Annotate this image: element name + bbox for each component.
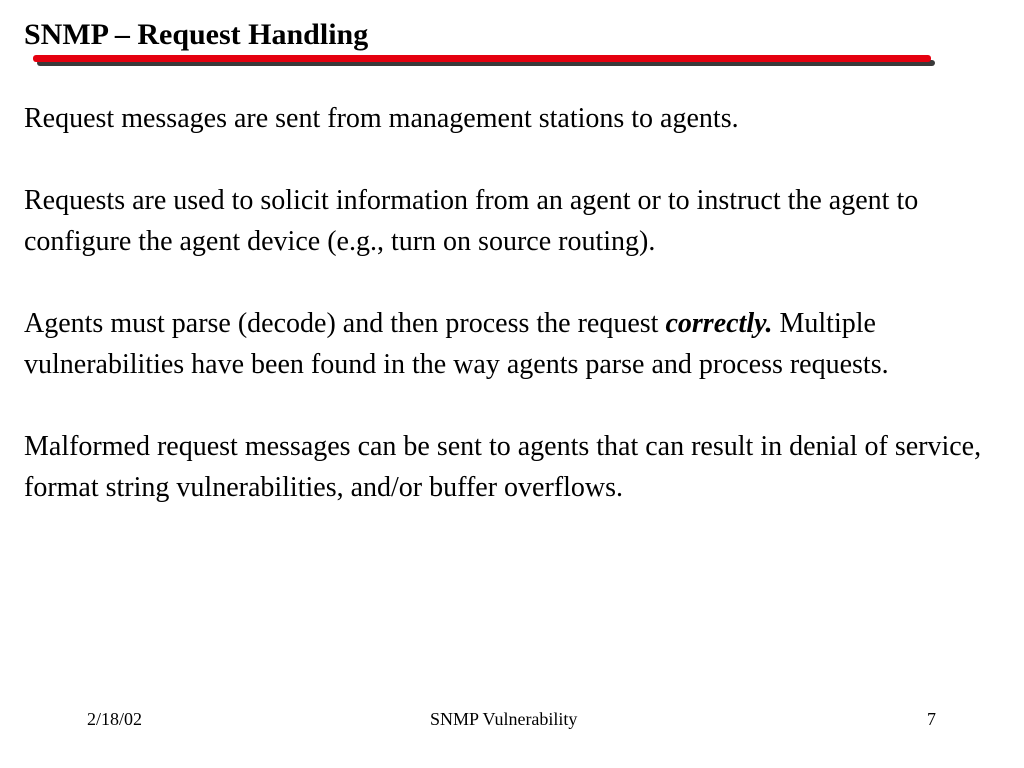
emphasis-correctly: correctly.: [665, 308, 773, 339]
paragraph-agents-parse-lead: Agents must parse (decode) and then process the request: [24, 308, 666, 339]
slide-body: [24, 98, 1009, 549]
paragraph-requests-purpose: Requests are used to solicit information from an agent or to instruct the agent to configure the agent device (e.g., turn on source routing).: [24, 185, 919, 257]
footer-page-number: 7: [927, 709, 936, 729]
paragraph-agents-parse: [24, 303, 1009, 385]
footer-title: SNMP Vulnerability: [430, 709, 578, 729]
slide-title: SNMP – Request Handling: [24, 18, 369, 51]
footer-date: 2/18/02: [87, 709, 143, 729]
paragraph-agents-parse-tail: Multiple vulnerabilities have been found in the way agents parse and process requests.: [24, 308, 889, 380]
title-underline: [33, 55, 931, 62]
paragraph-request-messages: Request messages are sent from management stations to agents.: [24, 103, 739, 134]
paragraph-malformed-requests: Malformed request messages can be sent to agents that can result in denial of service, format string vulnerabilities, and/or buffer overflows.: [24, 431, 982, 503]
